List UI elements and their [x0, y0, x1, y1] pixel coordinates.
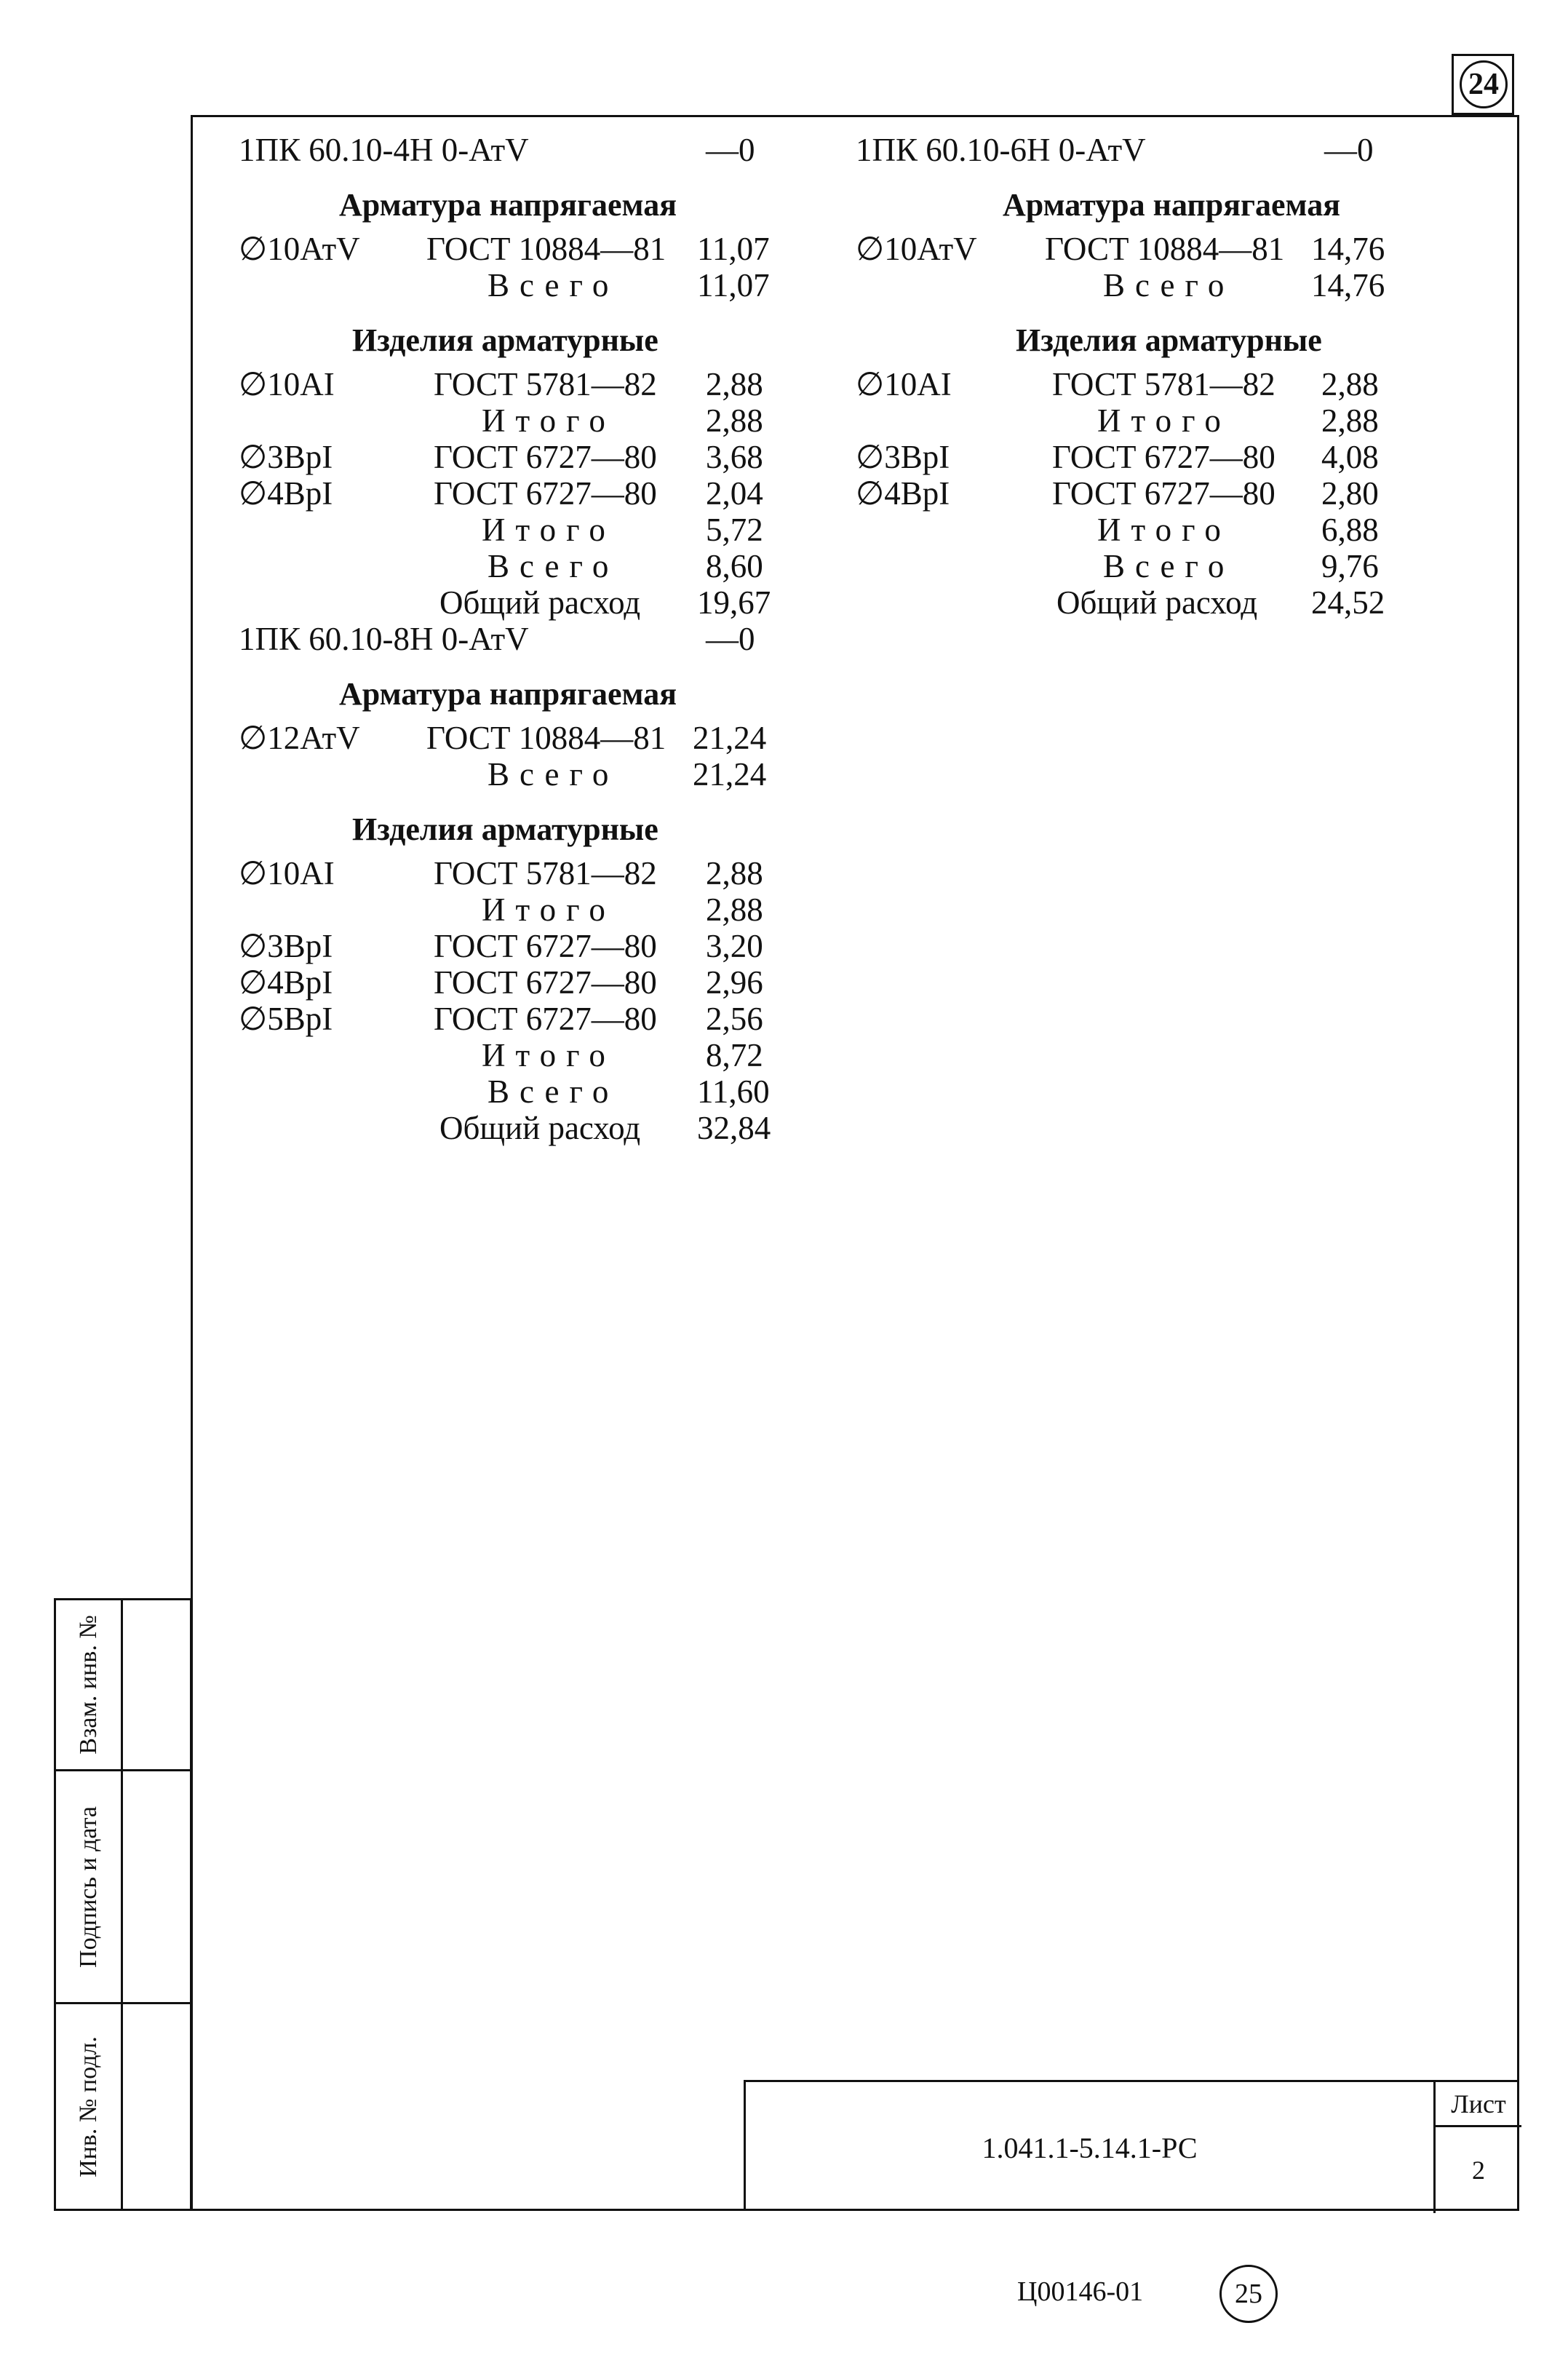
stamp-label: Взам. инв. № — [74, 1615, 102, 1755]
rebar-diameter: ∅5ВрI — [239, 1001, 333, 1037]
standard: ГОСТ 6727—80 — [434, 964, 657, 1001]
mass-value: 2,56 — [706, 1001, 763, 1037]
section-heading: Изделия арматурные — [352, 322, 658, 358]
mass-value: 21,24 — [693, 720, 767, 756]
subtotal-value: 9,76 — [1321, 548, 1379, 584]
mass-value: 2,88 — [706, 855, 763, 891]
section-heading: Арматура напрягаемая — [339, 187, 677, 223]
rebar-diameter: ∅3ВрI — [856, 439, 950, 475]
subtotal-label: Итого — [482, 891, 616, 928]
archive-code: Ц00146-01 — [1017, 2276, 1144, 2307]
subtotal-value: 2,88 — [706, 402, 763, 439]
total-label: Общий расход — [439, 584, 641, 621]
standard: ГОСТ 10884—81 — [1045, 231, 1285, 267]
subtotal-value: 8,72 — [706, 1037, 763, 1073]
stamp-vzam-inv — [54, 1598, 192, 1771]
drawing-frame — [191, 115, 1519, 2211]
subtotal-value: 11,07 — [697, 267, 770, 303]
subtotal-label: Всего — [1103, 267, 1235, 303]
sheet-number-value: 2 — [1472, 2156, 1485, 2185]
rebar-diameter: ∅4ВрI — [239, 964, 333, 1001]
page-number: 25 — [1235, 2279, 1262, 2309]
sheet-label: Лист — [1451, 2089, 1506, 2118]
standard: ГОСТ 6727—80 — [434, 928, 657, 964]
section-heading: Арматура напрягаемая — [1003, 187, 1340, 223]
mass-value: 3,20 — [706, 928, 763, 964]
total-label: Общий расход — [1056, 584, 1258, 621]
subtotal-label: Итого — [482, 402, 616, 439]
subtotal-value: 6,88 — [1321, 512, 1379, 548]
subtotal-value: 8,60 — [706, 548, 763, 584]
subtotal-value: 5,72 — [706, 512, 763, 548]
rebar-diameter: ∅10AI — [856, 366, 952, 402]
total-label: Общий расход — [439, 1110, 641, 1146]
mass-value: 14,76 — [1311, 231, 1385, 267]
subtotal-label: Итого — [1097, 512, 1231, 548]
stamp-label: Подпись и дата — [74, 1806, 102, 1968]
subtotal-label: Всего — [487, 548, 619, 584]
subtotal-label: Всего — [487, 267, 619, 303]
subtotal-label: Всего — [1103, 548, 1235, 584]
total-value: 24,52 — [1311, 584, 1385, 621]
mass-value: 2,80 — [1321, 475, 1379, 512]
block-title-suffix: —0 — [706, 621, 755, 657]
standard: ГОСТ 10884—81 — [426, 720, 666, 756]
standard: ГОСТ 5781—82 — [434, 855, 657, 891]
standard: ГОСТ 6727—80 — [434, 475, 657, 512]
sheet-number-circle — [1460, 60, 1508, 108]
stamp-label: Инв. № подл. — [74, 2036, 102, 2177]
stamp-signature-date — [54, 1771, 192, 2004]
standard: ГОСТ 6727—80 — [1052, 439, 1276, 475]
section-heading: Изделия арматурные — [1016, 322, 1322, 358]
mass-value: 11,07 — [697, 231, 770, 267]
rebar-diameter: ∅4ВрI — [239, 475, 333, 512]
rebar-diameter: ∅10AI — [239, 366, 335, 402]
block-title: 1ПК 60.10-6Н 0-АтV — [856, 132, 1146, 168]
subtotal-label: Всего — [487, 756, 619, 793]
block-title: 1ПК 60.10-4Н 0-АтV — [239, 132, 529, 168]
subtotal-value: 2,88 — [706, 891, 763, 928]
block-title: 1ПК 60.10-8Н 0-АтV — [239, 621, 529, 657]
section-heading: Арматура напрягаемая — [339, 676, 677, 712]
document-code: 1.041.1-5.14.1-РС — [982, 2131, 1198, 2164]
title-block — [744, 2080, 1519, 2211]
rebar-diameter: ∅10АтV — [239, 231, 360, 267]
sheet-number-badge — [1452, 54, 1514, 115]
block-title-suffix: —0 — [706, 132, 755, 168]
rebar-diameter: ∅3ВрI — [239, 928, 333, 964]
rebar-diameter: ∅12АтV — [239, 720, 360, 756]
subtotal-value: 21,24 — [693, 756, 767, 793]
standard: ГОСТ 6727—80 — [1052, 475, 1276, 512]
subtotal-label: Всего — [487, 1073, 619, 1110]
rebar-diameter: ∅10AI — [239, 855, 335, 891]
subtotal-value: 2,88 — [1321, 402, 1379, 439]
mass-value: 4,08 — [1321, 439, 1379, 475]
subtotal-label: Итого — [1097, 402, 1231, 439]
standard: ГОСТ 6727—80 — [434, 439, 657, 475]
subtotal-label: Итого — [482, 512, 616, 548]
standard: ГОСТ 5781—82 — [434, 366, 657, 402]
mass-value: 2,04 — [706, 475, 763, 512]
rebar-diameter: ∅3ВрI — [239, 439, 333, 475]
subtotal-value: 11,60 — [697, 1073, 770, 1110]
subtotal-label: Итого — [482, 1037, 616, 1073]
rebar-diameter: ∅10АтV — [856, 231, 977, 267]
standard: ГОСТ 5781—82 — [1052, 366, 1276, 402]
section-heading: Изделия арматурные — [352, 811, 658, 847]
mass-value: 2,96 — [706, 964, 763, 1001]
subtotal-value: 14,76 — [1311, 267, 1385, 303]
standard: ГОСТ 6727—80 — [434, 1001, 657, 1037]
total-value: 19,67 — [697, 584, 771, 621]
block-title-suffix: —0 — [1324, 132, 1374, 168]
stamp-inv-original — [54, 2004, 192, 2211]
sheet-number: 24 — [1468, 68, 1499, 101]
page-number-circle — [1219, 2265, 1278, 2323]
mass-value: 3,68 — [706, 439, 763, 475]
rebar-diameter: ∅4ВрI — [856, 475, 950, 512]
standard: ГОСТ 10884—81 — [426, 231, 666, 267]
mass-value: 2,88 — [1321, 366, 1379, 402]
sheet-cell — [1433, 2082, 1521, 2213]
mass-value: 2,88 — [706, 366, 763, 402]
total-value: 32,84 — [697, 1110, 771, 1146]
